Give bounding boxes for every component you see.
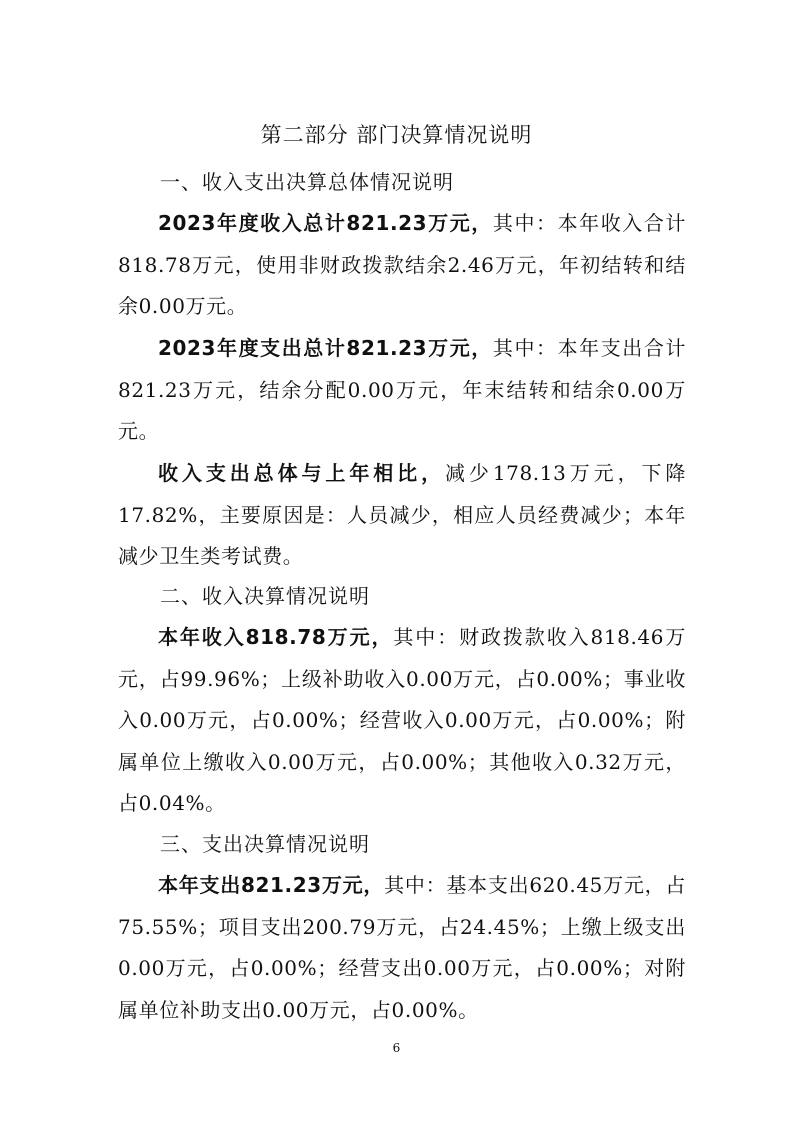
- section-heading-expenditure: 三、支出决算情况说明: [160, 832, 370, 856]
- paragraph-income-detail: [118, 617, 686, 825]
- paragraph-expenditure-detail: [118, 865, 686, 1031]
- paragraph-body: 减少178.13万元，下降17.82%，主要原因是：人员减少，相应人员经费减少；本年减少卫生类考试费。: [118, 461, 686, 568]
- paragraph-body: 其中：本年支出合计821.23万元，结余分配0.00万元，年末结转和结余0.00万元。: [118, 336, 686, 443]
- section-heading-overall: 一、收入支出决算总体情况说明: [160, 170, 454, 194]
- section-heading-income: 二、收入决算情况说明: [160, 584, 370, 608]
- paragraph-lead: 2023年度支出总计821.23万元，: [158, 336, 493, 360]
- page-number: 6: [392, 1041, 401, 1055]
- page-title: 第二部分 部门决算情况说明: [260, 123, 533, 147]
- paragraph-lead: 本年支出821.23万元，: [158, 873, 385, 897]
- paragraph-lead: 本年收入818.78万元，: [158, 625, 394, 649]
- paragraph-total-income: [118, 203, 686, 328]
- paragraph-lead: 2023年度收入总计821.23万元，: [158, 211, 493, 235]
- paragraph-body: 其中：本年收入合计818.78万元，使用非财政拨款结余2.46万元，年初结转和结余0.00万元。: [118, 211, 686, 318]
- paragraph-total-expenditure: [118, 328, 686, 453]
- paragraph-lead: 收入支出总体与上年相比，: [158, 461, 445, 485]
- paragraph-year-comparison: [118, 453, 686, 578]
- paragraph-body: 其中：基本支出620.45万元，占75.55%；项目支出200.79万元，占24.45%；上缴上级支出0.00万元，占0.00%；经营支出0.00万元，占0.00%；对附属单位补助支出0.00万元，占0.00%。: [118, 873, 686, 1022]
- paragraph-body: 其中：财政拨款收入818.46万元，占99.96%；上级补助收入0.00万元，占0.00%；事业收入0.00万元，占0.00%；经营收入0.00万元，占0.00%；附属单位上缴收入0.00万元，占0.00%；其他收入0.32万元，占0.04%。: [118, 625, 686, 815]
